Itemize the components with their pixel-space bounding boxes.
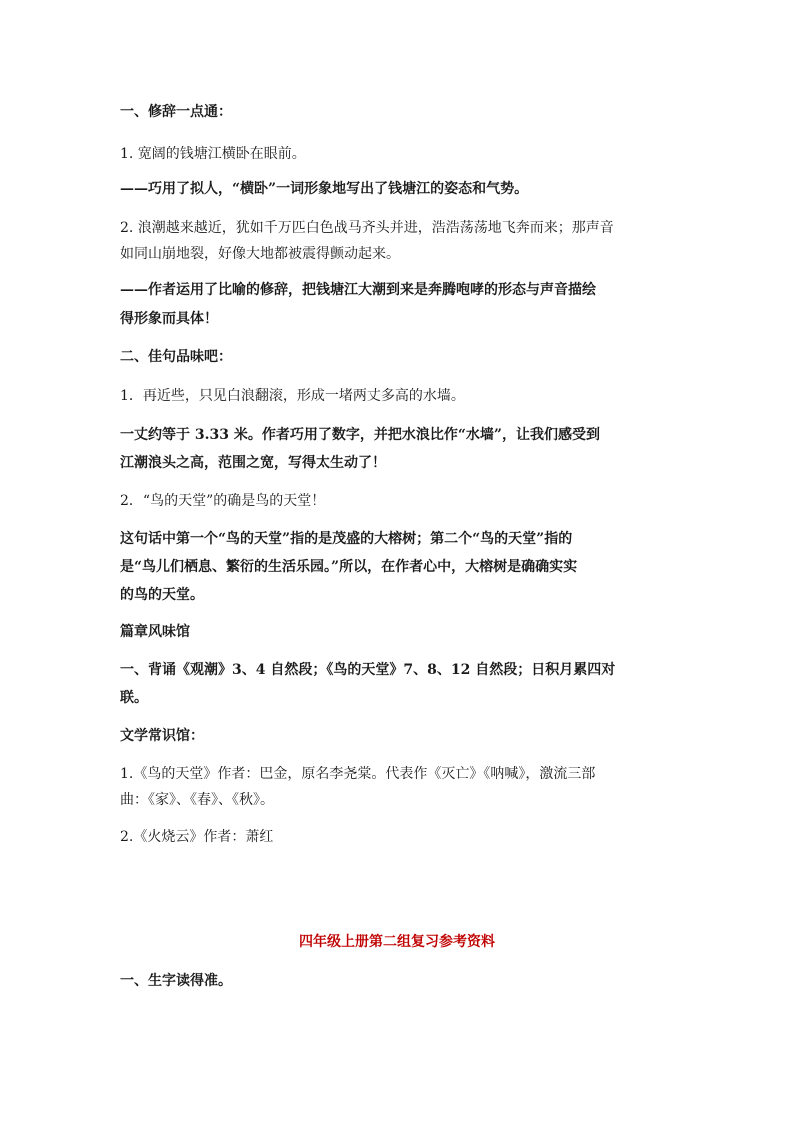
example-note-1: ——巧用了拟人，“横卧”一词形象地写出了钱塘江的姿态和气势。 [120,181,529,197]
section-heading-passages: 篇章风味馆 [120,624,190,640]
sentence-1-note-line2: 江潮浪头之高，范围之宽，写得太生动了！ [120,455,386,471]
example-sentence-1: 1. 宽阔的钱塘江横卧在眼前。 [120,146,306,162]
example-sentence-2-line2: 如同山崩地裂，好像大地都被震得颤动起来。 [120,246,400,262]
example-note-2-line1: ——作者运用了比喻的修辞，把钱塘江大潮到来是奔腾咆哮的形态与声音描绘 [120,282,596,298]
literature-item1-line2: 曲：《家》、《春》、《秋》。 [120,792,274,808]
sentence-2-note-line3: 的鸟的天堂。 [120,587,204,603]
literature-item1-line1: 1.《鸟的天堂》作者：巴金，原名李尧棠。代表作《灭亡》《呐喊》，激流三部 [120,766,596,782]
section-heading-sentences: 二、佳句品味吧： [120,349,232,365]
sentence-1: 1．再近些，只见白浪翻滚，形成一堵两丈多高的水墙。 [120,388,465,404]
sentence-2-note-line1: 这句话中第一个“鸟的天堂”指的是茂盛的大榕树；第二个“鸟的天堂”指的 [120,531,573,547]
literature-item2: 2.《火烧云》作者：萧红 [120,829,274,845]
example-sentence-2-line1: 2. 浪潮越来越近，犹如千万匹白色战马齐头并进，浩浩荡荡地飞奔而来；那声音 [120,220,614,236]
recite-line1: 一、背诵《观潮》3、4 自然段；《鸟的天堂》7、8、12 自然段；日积月累四对 [120,662,616,678]
next-section-heading: 一、生字读得准。 [120,973,232,989]
section-heading-literature: 文学常识馆： [120,728,204,744]
section-heading-rhetoric: 一、修辞一点通： [120,104,232,120]
recite-line2: 联。 [120,690,148,706]
sentence-2-note-line2: 是“鸟儿们栖息、繁衍的生活乐园。”所以，在作者心中，大榕树是确确实实 [120,559,578,575]
sentence-1-note-line1: 一丈约等于 3.33 米。作者巧用了数字，并把水浪比作“水墙”，让我们感受到 [120,427,600,443]
example-note-2-line2: 得形象而具体！ [120,311,218,327]
next-section-title: 四年级上册第二组复习参考资料 [299,934,495,950]
sentence-2: 2．“鸟的天堂”的确是鸟的天堂！ [120,493,326,509]
